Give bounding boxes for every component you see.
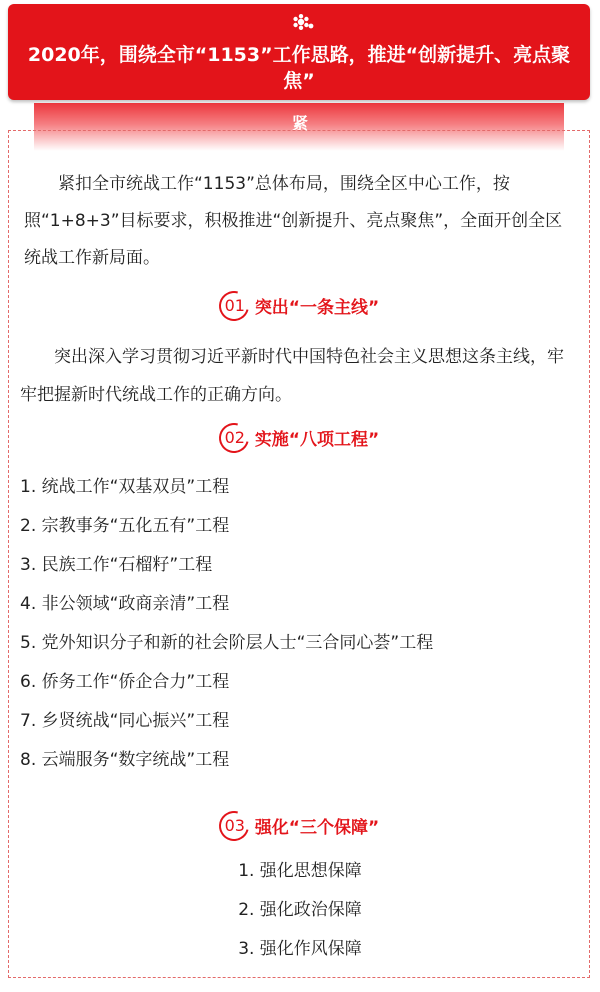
section-number-badge: 03 — [221, 812, 249, 838]
project-list — [20, 468, 433, 780]
section-number-badge: 02 — [221, 424, 249, 450]
list-item: 2. 强化政治保障 — [238, 900, 362, 920]
section-number-badge: 01 — [221, 292, 249, 318]
flower-icon — [292, 13, 314, 31]
section-heading-3 — [0, 810, 600, 840]
list-item: 2. 宗教事务“五化五有”工程 — [20, 516, 230, 536]
list-item: 1. 统战工作“双基双员”工程 — [20, 477, 230, 497]
fade-strip-text: 紧 — [291, 114, 308, 133]
guarantee-list — [0, 852, 600, 969]
list-item: 1. 强化思想保障 — [238, 861, 362, 881]
section-title: 突出“一条主线” — [254, 297, 380, 318]
list-item: 4. 非公领域“政商亲清”工程 — [20, 594, 230, 614]
section-heading-1 — [0, 290, 600, 320]
section-heading-2 — [0, 422, 600, 452]
title-banner — [8, 4, 590, 100]
list-item: 7. 乡贤统战“同心振兴”工程 — [20, 711, 230, 731]
list-item: 3. 强化作风保障 — [238, 939, 362, 959]
list-item: 3. 民族工作“石榴籽”工程 — [20, 555, 213, 575]
section-1-paragraph: 突出深入学习贯彻习近平新时代中国特色社会主义思想这条主线，牢牢把握新时代统战工作的正确方向。 — [20, 347, 564, 405]
list-item: 6. 侨务工作“侨企合力”工程 — [20, 672, 230, 692]
list-item: 8. 云端服务“数字统战”工程 — [20, 750, 230, 770]
intro-paragraph: 紧扣全市统战工作“1153”总体布局，围绕全区中心工作，按照“1+8+3”目标要求，积极推进“创新提升、亮点聚焦”，全面开创全区统战工作新局面。 — [24, 174, 563, 268]
list-item: 5. 党外知识分子和新的社会阶层人士“三合同心荟”工程 — [20, 633, 434, 653]
page-title: 2020年，围绕全市“1153”工作思路，推进“创新提升、亮点聚焦” — [27, 44, 571, 92]
section-title: 实施“八项工程” — [254, 429, 380, 450]
section-title: 强化“三个保障” — [254, 817, 380, 838]
